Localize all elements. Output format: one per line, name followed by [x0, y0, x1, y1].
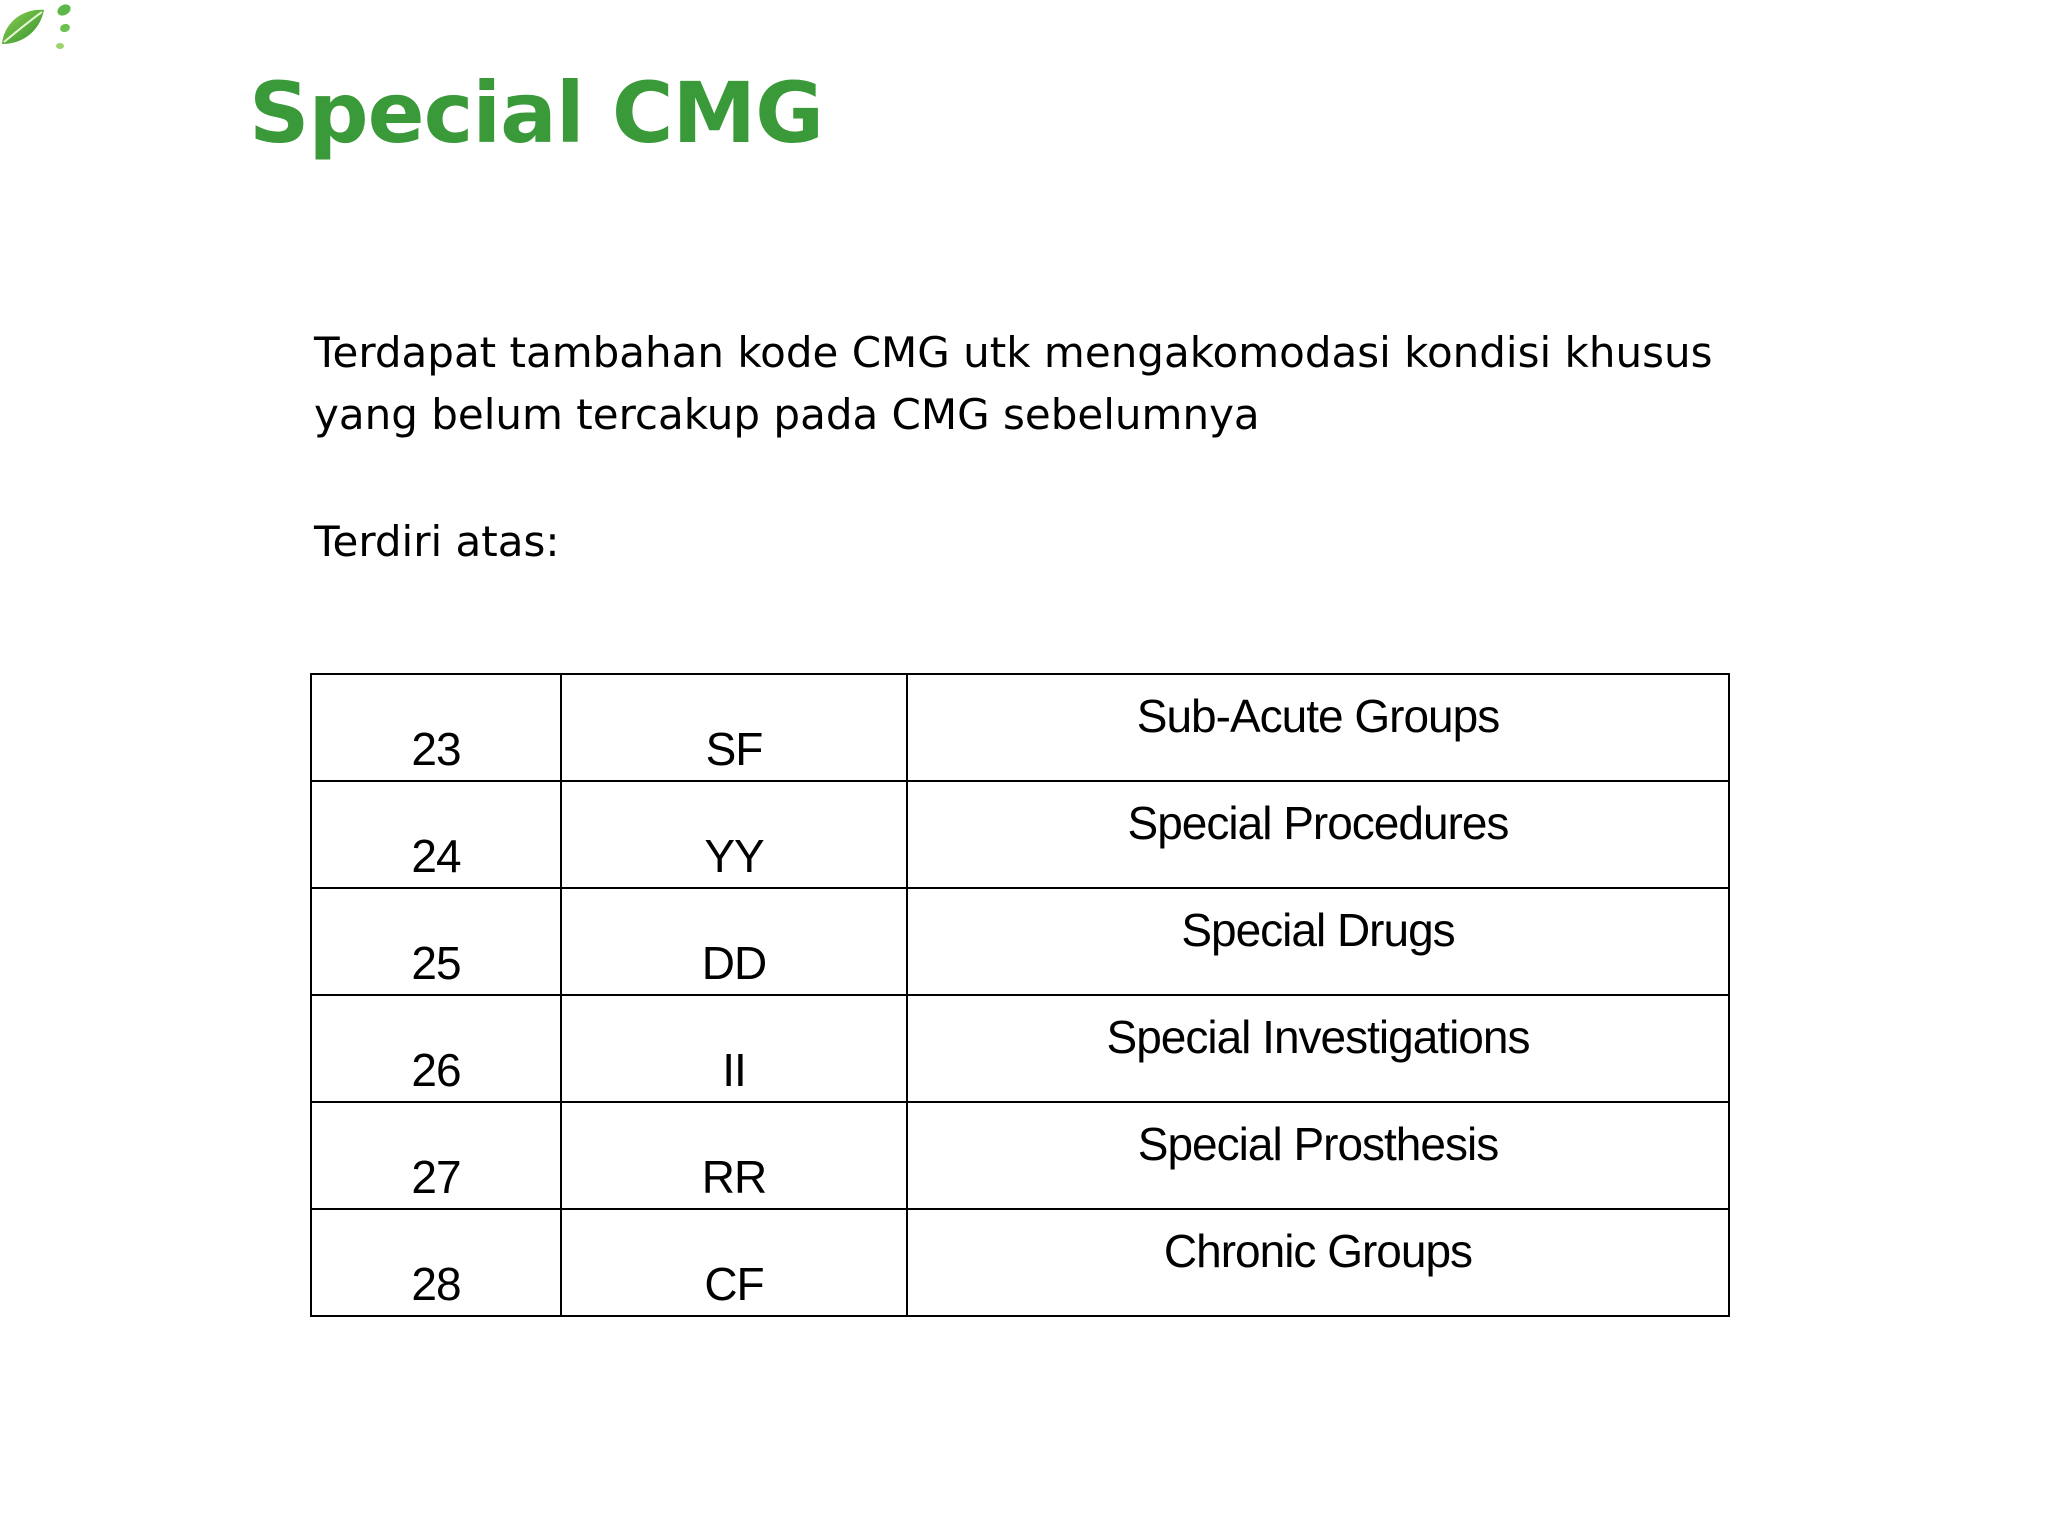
cmg-code: DD — [561, 888, 907, 995]
cmg-number: 27 — [311, 1102, 561, 1209]
cmg-description: Special Investigations — [907, 995, 1729, 1102]
intro-paragraph — [314, 322, 1814, 446]
cmg-number: 28 — [311, 1209, 561, 1316]
cmg-description: Sub-Acute Groups — [907, 674, 1729, 781]
cmg-number: 24 — [311, 781, 561, 888]
cmg-number: 25 — [311, 888, 561, 995]
cmg-description: Special Procedures — [907, 781, 1729, 888]
table-row — [311, 995, 1729, 1102]
cmg-description: Chronic Groups — [907, 1209, 1729, 1316]
intro-line-1: Terdapat tambahan kode CMG utk mengakomodasi kondisi khusus — [314, 328, 1713, 377]
table-row — [311, 781, 1729, 888]
green-leaf-icon — [0, 0, 80, 60]
cmg-number: 26 — [311, 995, 561, 1102]
table-row — [311, 888, 1729, 995]
cmg-code: II — [561, 995, 907, 1102]
cmg-code: SF — [561, 674, 907, 781]
table-row — [311, 674, 1729, 781]
cmg-number: 23 — [311, 674, 561, 781]
cmg-code: CF — [561, 1209, 907, 1316]
slide-title: Special CMG — [249, 64, 824, 162]
intro-line-2: yang belum tercakup pada CMG sebelumnya — [314, 390, 1260, 439]
table-row — [311, 1209, 1729, 1316]
consists-label: Terdiri atas: — [314, 517, 560, 566]
cmg-description: Special Drugs — [907, 888, 1729, 995]
cmg-code: YY — [561, 781, 907, 888]
cmg-code: RR — [561, 1102, 907, 1209]
cmg-description: Special Prosthesis — [907, 1102, 1729, 1209]
table-row — [311, 1102, 1729, 1209]
special-cmg-table — [310, 673, 1730, 1317]
